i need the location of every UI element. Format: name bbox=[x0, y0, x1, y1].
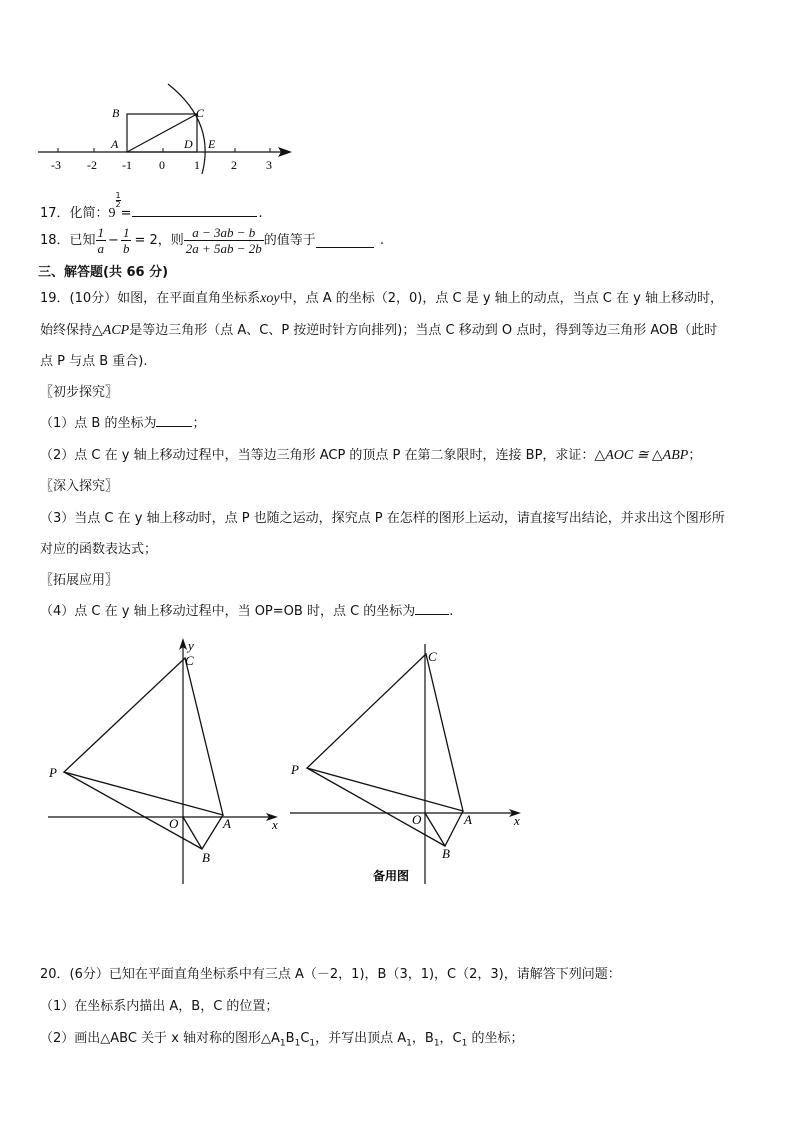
q17-answer-blank[interactable] bbox=[132, 216, 257, 217]
segment-pb bbox=[307, 768, 445, 846]
tick-label: -3 bbox=[51, 158, 61, 172]
q17-exponent: $\frac{1}{2}$ bbox=[115, 191, 121, 209]
triangle-acp bbox=[307, 654, 463, 811]
label-o: O bbox=[169, 816, 179, 831]
q19-part-1-blank[interactable] bbox=[156, 426, 192, 427]
triangle-aob bbox=[425, 811, 463, 846]
q17-base: 9 bbox=[108, 206, 116, 221]
label-x: x bbox=[514, 813, 520, 828]
question-20-line-1: 20．(6分）已知在平面直角坐标系中有三点 A（－2，1)，B（3，1)，C（2，3)，请解答下列问题： bbox=[40, 967, 621, 982]
label-a: A bbox=[111, 137, 119, 151]
heading-extended-application: 〖拓展应用〗 bbox=[40, 573, 119, 588]
q19-part-4-blank[interactable] bbox=[415, 614, 449, 615]
label-e: E bbox=[208, 137, 216, 151]
label-b: B bbox=[202, 850, 210, 865]
label-a: A bbox=[223, 816, 231, 831]
label-a: A bbox=[464, 812, 472, 827]
tick-label: 0 bbox=[159, 158, 165, 172]
figure-caption: 备用图 bbox=[373, 869, 410, 883]
label-d: D bbox=[184, 137, 193, 151]
q19-figure-spare bbox=[285, 634, 540, 889]
triangle-aob bbox=[183, 815, 223, 849]
tick-label: 3 bbox=[266, 158, 272, 172]
label-x: x bbox=[272, 817, 278, 832]
label-c: C bbox=[196, 106, 205, 120]
label-c: C bbox=[185, 653, 194, 668]
question-17: 17．化简：9 $\frac{1}{2}$ = . bbox=[40, 191, 263, 221]
label-p: P bbox=[291, 762, 299, 777]
q18-expression-fraction: $\frac{a - 3ab - b}{2a + 5ab - 2b}$ bbox=[185, 225, 262, 256]
label-c: C bbox=[428, 649, 437, 664]
heading-initial-exploration: 〖初步探究〗 bbox=[40, 385, 119, 400]
question-18: 18．已知 $\frac{1}{a}$ − $\frac{1}{b}$ = 2，则 $\frac{a - 3ab - b}{2a + 5ab - 2b}$ 的值等于 . bbox=[40, 225, 384, 256]
tick-label: -2 bbox=[87, 158, 97, 172]
label-o: O bbox=[412, 812, 422, 827]
section-header-3: 三、解答题(共 66 分) bbox=[38, 265, 169, 280]
label-b: B bbox=[442, 846, 450, 861]
number-line-figure bbox=[30, 82, 300, 177]
q20-part-1: （1）在坐标系内描出 A，B，C 的位置； bbox=[40, 999, 279, 1014]
heading-deep-exploration: 〖深入探究〗 bbox=[40, 479, 119, 494]
label-y: y bbox=[188, 638, 194, 653]
label-b: B bbox=[112, 106, 120, 120]
q19-part-2: （2）点 C 在 y 轴上移动过程中，当等边三角形 ACP 的顶点 P 在第二象限时，连接 BP，求证：△AOC ≅ △ABP； bbox=[40, 448, 702, 463]
q18-fraction-1-over-b: $\frac{1}{b}$ bbox=[122, 225, 130, 256]
q19-part-1: （1）点 B 的坐标为 ； bbox=[40, 416, 206, 431]
q18-answer-blank[interactable] bbox=[316, 234, 374, 248]
q19-part-3-line-2: 对应的函数表达式； bbox=[40, 542, 158, 557]
q19-part-3-line-1: （3）当点 C 在 y 轴上移动时，点 P 也随之运动，探究点 P 在怎样的图形上运动，请直接写出结论，并求出这个图形所 bbox=[40, 511, 725, 526]
label-p: P bbox=[49, 765, 57, 780]
tick-label: 1 bbox=[194, 158, 200, 172]
q18-fraction-1-over-a: $\frac{1}{a}$ bbox=[97, 225, 105, 256]
q19-figure-main bbox=[40, 634, 290, 889]
tick-label: 2 bbox=[231, 158, 237, 172]
question-19-line-1: 19．(10分）如图，在平面直角坐标系xoy中，点 A 的坐标（2，0)，点 C 是 y 轴上的动点，当点 C 在 y 轴上移动时， bbox=[40, 291, 723, 306]
segment-pb bbox=[64, 772, 202, 849]
triangle-acp bbox=[64, 658, 223, 815]
question-19-line-3: 点 P 与点 B 重合). bbox=[40, 354, 148, 369]
question-19-line-2: 始终保持△ACP是等边三角形（点 A、C、P 按逆时针方向排列)；当点 C 移动到 O 点时，得到等边三角形 AOB（此时 bbox=[40, 323, 718, 338]
q19-part-4: （4）点 C 在 y 轴上移动过程中，当 OP=OB 时，点 C 的坐标为 . bbox=[40, 604, 454, 619]
tick-label: -1 bbox=[122, 158, 132, 172]
q20-part-2: （2）画出△ABC 关于 x 轴对称的图形$\triangle A_1B_1C_1$，并写出顶点 $A_1$，$B_1$，$C_1$ 的坐标； bbox=[40, 1031, 524, 1049]
